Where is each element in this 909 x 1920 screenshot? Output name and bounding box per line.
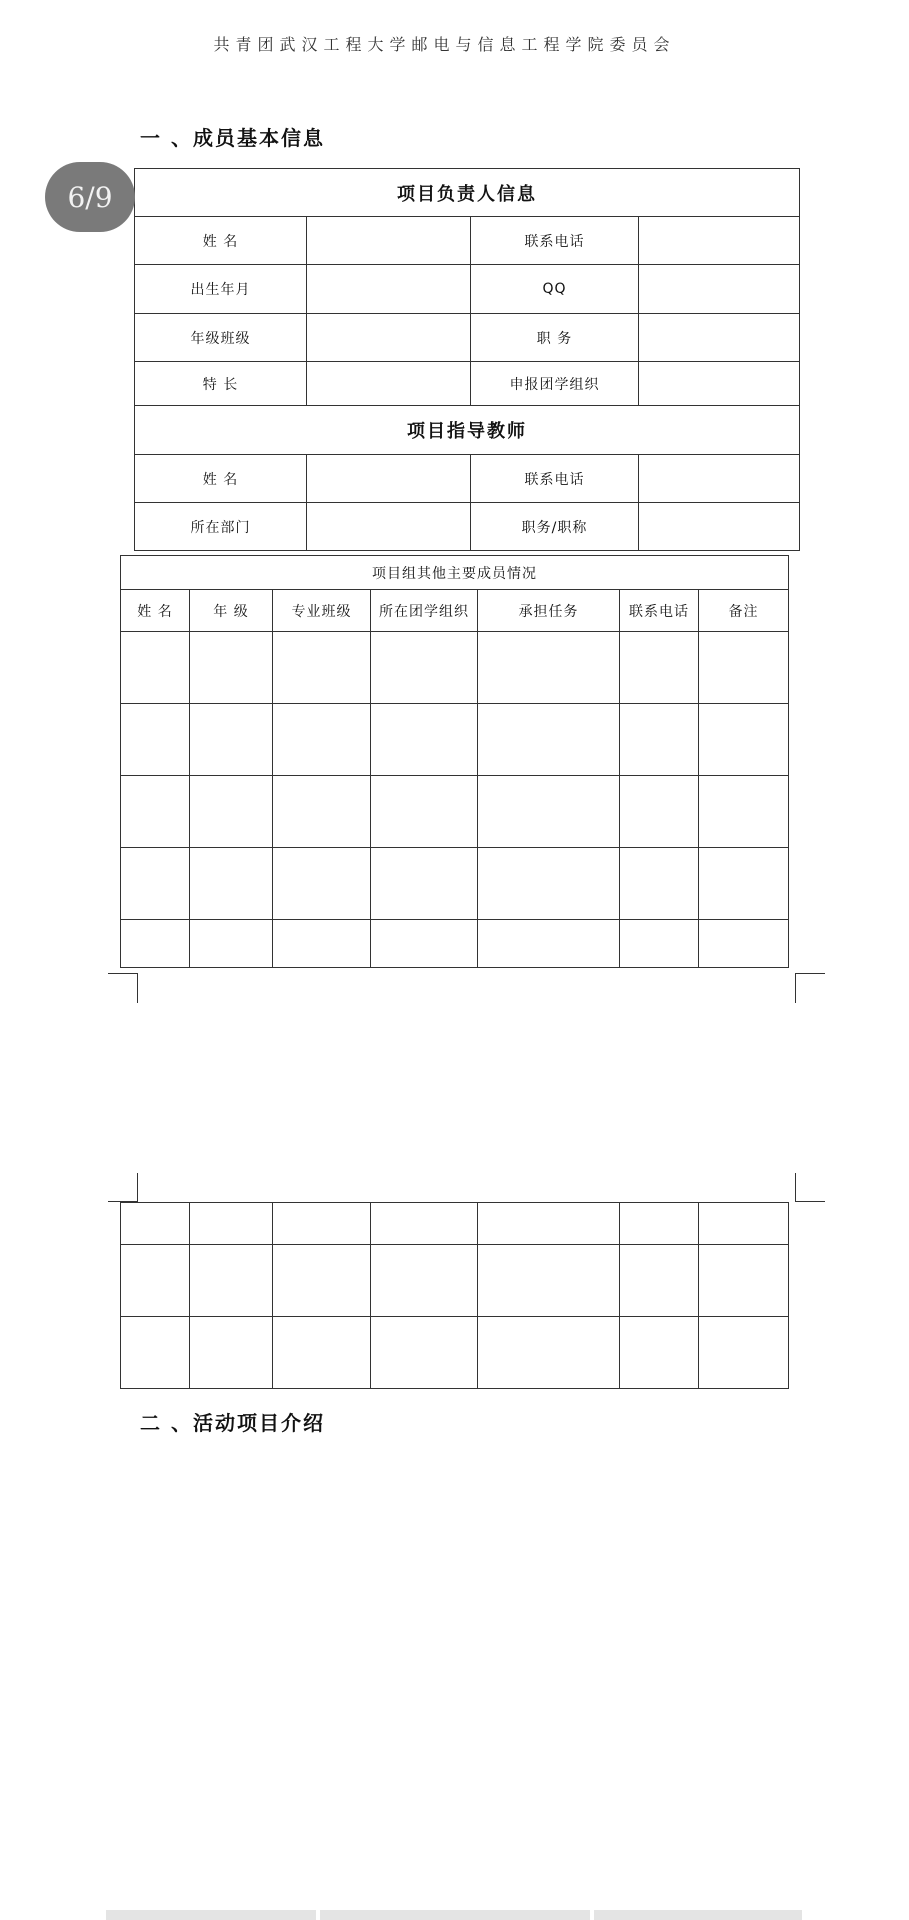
teacher-name-field[interactable] — [307, 455, 471, 503]
teacher-title-field[interactable] — [639, 503, 800, 551]
col-header-remark: 备注 — [699, 590, 789, 632]
bottom-toolbar-segment[interactable] — [320, 1910, 590, 1920]
table-row — [121, 1317, 789, 1389]
teacher-phone-field[interactable] — [639, 455, 800, 503]
section-title-members: 一 、成员基本信息 — [140, 126, 325, 150]
leader-name-field[interactable] — [307, 217, 471, 265]
table-row — [121, 1203, 789, 1245]
leader-org-field[interactable] — [639, 362, 800, 406]
leader-skill-label: 特 长 — [135, 362, 307, 406]
teacher-name-label: 姓 名 — [135, 455, 307, 503]
table-row — [121, 920, 789, 968]
bottom-toolbar-segment[interactable] — [594, 1910, 802, 1920]
page-indicator: 6/9 — [45, 162, 135, 232]
leader-phone-label: 联系电话 — [471, 217, 639, 265]
teacher-phone-label: 联系电话 — [471, 455, 639, 503]
document-header: 共青团武汉工程大学邮电与信息工程学院委员会 — [213, 35, 676, 54]
leader-org-label: 申报团学组织 — [471, 362, 639, 406]
col-header-major-class: 专业班级 — [273, 590, 371, 632]
leader-phone-field[interactable] — [639, 217, 800, 265]
col-header-name: 姓 名 — [121, 590, 190, 632]
leader-grade-field[interactable] — [307, 314, 471, 362]
members-table-caption: 项目组其他主要成员情况 — [121, 556, 789, 590]
leader-birth-field[interactable] — [307, 265, 471, 314]
table-row — [121, 1245, 789, 1317]
leader-qq-field[interactable] — [639, 265, 800, 314]
members-table — [120, 555, 789, 968]
section-title-project-intro: 二 、活动项目介绍 — [140, 1411, 325, 1435]
table-row — [121, 704, 789, 776]
teacher-dept-field[interactable] — [307, 503, 471, 551]
leader-birth-label: 出生年月 — [135, 265, 307, 314]
teacher-section-title: 项目指导教师 — [135, 406, 800, 455]
col-header-task: 承担任务 — [478, 590, 620, 632]
bottom-toolbar-segment[interactable] — [106, 1910, 316, 1920]
leader-name-label: 姓 名 — [135, 217, 307, 265]
member-info-table — [134, 168, 800, 551]
col-header-org: 所在团学组织 — [371, 590, 478, 632]
table-row — [121, 776, 789, 848]
leader-grade-label: 年级班级 — [135, 314, 307, 362]
col-header-phone: 联系电话 — [620, 590, 699, 632]
leader-post-label: 职 务 — [471, 314, 639, 362]
leader-qq-label: QQ — [471, 265, 639, 314]
leader-post-field[interactable] — [639, 314, 800, 362]
leader-skill-field[interactable] — [307, 362, 471, 406]
table-row — [121, 632, 789, 704]
table-row — [121, 848, 789, 920]
teacher-dept-label: 所在部门 — [135, 503, 307, 551]
col-header-grade: 年 级 — [190, 590, 273, 632]
leader-section-title: 项目负责人信息 — [135, 169, 800, 217]
teacher-title-label: 职务/职称 — [471, 503, 639, 551]
members-table-continued — [120, 1202, 789, 1389]
